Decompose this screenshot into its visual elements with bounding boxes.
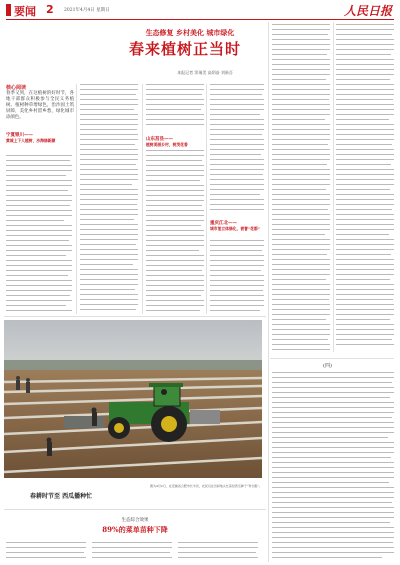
masthead-logo: 人民日报 <box>343 4 392 18</box>
lead-body: 春季又到，在这植树的好时节，各地干部群众积极参与全民义务植树。植树种草增绿色，治沙固土筑屏障，美化乡村留乡愁，绿化城市添颜色。 <box>6 91 74 120</box>
tractor-field-image <box>4 320 262 478</box>
photo-caption-text: 图为4月2日，在安徽省合肥市长丰县，农民们在田间地头忙着给西瓜种子“穿衣服”。 <box>150 484 262 488</box>
bottom-headline: 89%的菜单苗种下降 <box>102 525 168 534</box>
lead-title: 核心阅读 <box>6 85 27 91</box>
section-subtitle-2: 植树美丽乡村，树茂花香 <box>146 142 188 147</box>
section-name: 要闻 <box>14 5 36 18</box>
section-title-2: 山东莒县—— <box>146 137 173 142</box>
section-marker-four: (四) <box>323 363 332 369</box>
section-subtitle-1: 黄城上下人植树，沙海绿新颜 <box>6 138 56 143</box>
photo-caption-title: 春耕时节至 西瓜播种忙 <box>30 493 93 500</box>
feature-kicker: 生态修复 乡村美化 城市绿化 <box>145 28 235 37</box>
section-title-3: 重庆江北—— <box>210 221 237 226</box>
issue-date: 2021年4月4日 星期日 <box>64 8 110 13</box>
page-number: 2 <box>46 3 54 16</box>
section-title-1: 宁夏银川—— <box>6 133 33 138</box>
feature-headline: 春来植树正当时 <box>128 40 241 58</box>
tractor-photo <box>4 320 262 478</box>
section-subtitle-3: 城市复立体绿化，被誉“花都” <box>210 226 260 231</box>
bottom-kicker: 生态综合效果 <box>121 518 149 523</box>
feature-byline: 本报记者 窦瑞美 高炳奋 刘新吾 <box>177 70 233 75</box>
